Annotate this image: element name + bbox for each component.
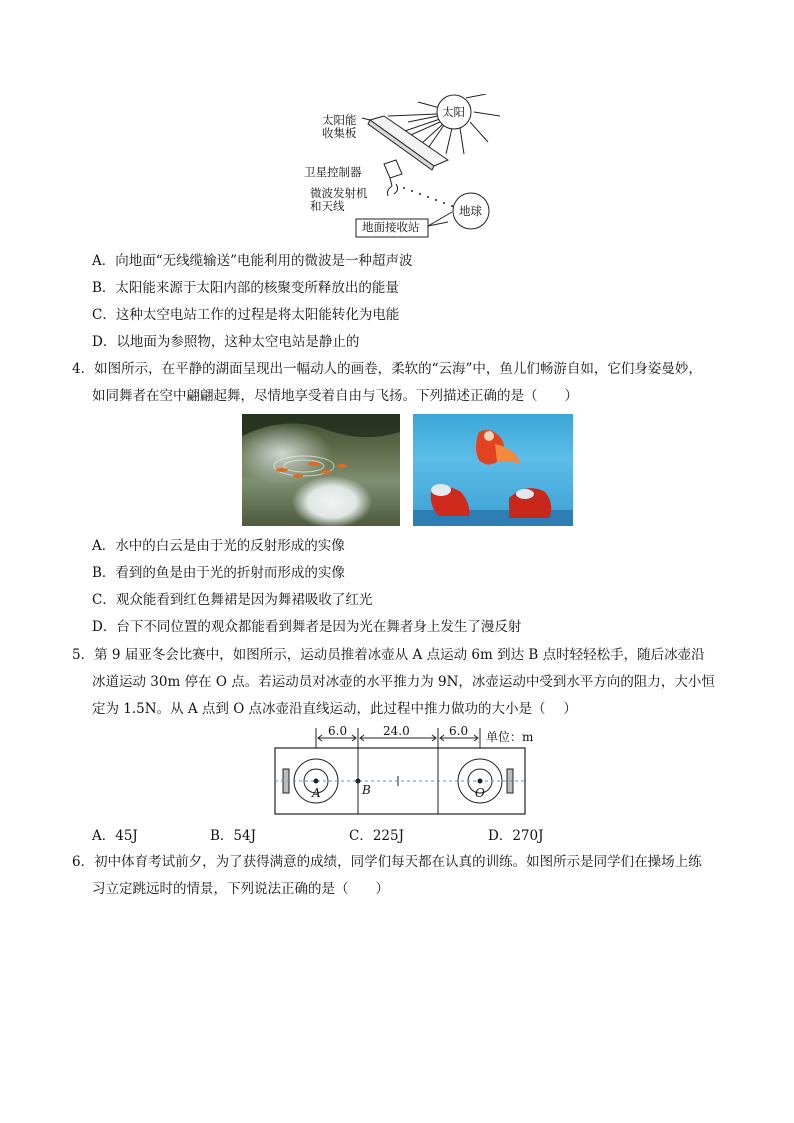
transmitter-label-2: 和天线 — [310, 199, 345, 213]
unit-label: 单位：m — [486, 730, 534, 744]
sun-label: 太阳 — [442, 105, 465, 119]
collector-label-2: 收集板 — [322, 126, 357, 140]
point-b-label: B — [362, 783, 371, 797]
point-a-label: A — [312, 786, 321, 800]
collector-label-1: 太阳能 — [322, 113, 357, 127]
q5-option-d: D．270J — [488, 828, 544, 844]
q5-option-c: C．225J — [349, 828, 405, 844]
dimension-1: 6.0 — [328, 724, 348, 738]
point-o-label: O — [475, 786, 485, 800]
q6-stem-line-1: 6．初中体育考试前夕，为了获得满意的成绩，同学们每天都在认真的训练。如图所示是同学们在操场上练 — [72, 854, 702, 870]
q4-option-a: A．水中的白云是由于光的反射形成的实像 — [92, 538, 345, 554]
q3-option-c: C．这种太空电站工作的过程是将太阳能转化为电能 — [92, 307, 400, 323]
q5-stem-line-3: 定为 1.5N。从 A 点到 O 点冰壶沿直线运动，此过程中推力做功的大小是（ ） — [92, 701, 577, 717]
q5-option-b: B．54J — [210, 828, 257, 844]
q6-stem-line-2: 习立定跳远时的情景，下列说法正确的是（ ） — [92, 881, 389, 897]
dimension-3: 6.0 — [449, 724, 469, 738]
solar-station-diagram — [300, 94, 510, 244]
curling-track-diagram — [270, 724, 550, 818]
dancers-photo — [413, 414, 573, 526]
q4-option-b: B．看到的鱼是由于光的折射而形成的实像 — [92, 565, 345, 581]
q5-option-a: A．45J — [92, 828, 138, 844]
q4-option-c: C．观众能看到红色舞裙是因为舞裙吸收了红光 — [92, 592, 373, 608]
q4-option-d: D．台下不同位置的观众都能看到舞者是因为光在舞者身上发生了漫反射 — [92, 619, 522, 635]
q4-stem-line-1: 4．如图所示，在平静的湖面呈现出一幅动人的画卷，柔软的“云海”中，鱼儿们畅游自如，它们身姿曼妙， — [72, 361, 702, 377]
q5-stem-line-1: 5．第 9 届亚冬会比赛中，如图所示，运动员推着冰壶从 A 点运动 6m 到达 B 点时轻轻松手，随后冰壶沿 — [72, 647, 705, 663]
dimension-2: 24.0 — [383, 724, 410, 738]
station-label: 地面接收站 — [362, 220, 420, 234]
q3-option-d: D．以地面为参照物，这种太空电站是静止的 — [92, 334, 360, 350]
q5-stem-line-2: 冰道运动 30m 停在 O 点。若运动员对冰壶的水平推力为 9N，冰壶运动中受到水平方向的阻力，大小恒 — [92, 674, 715, 690]
q3-option-b: B．太阳能来源于太阳内部的核聚变所释放出的能量 — [92, 280, 399, 296]
earth-label: 地球 — [459, 204, 482, 218]
transmitter-label-1: 微波发射机 — [310, 186, 368, 200]
controller-label: 卫星控制器 — [304, 165, 362, 179]
q4-stem-line-2: 如同舞者在空中翩翩起舞，尽情地享受着自由与飞扬。下列描述正确的是（ ） — [92, 388, 578, 404]
q3-option-a: A．向地面“无线缆输送”电能利用的微波是一种超声波 — [92, 253, 413, 269]
pond-photo — [242, 414, 400, 526]
